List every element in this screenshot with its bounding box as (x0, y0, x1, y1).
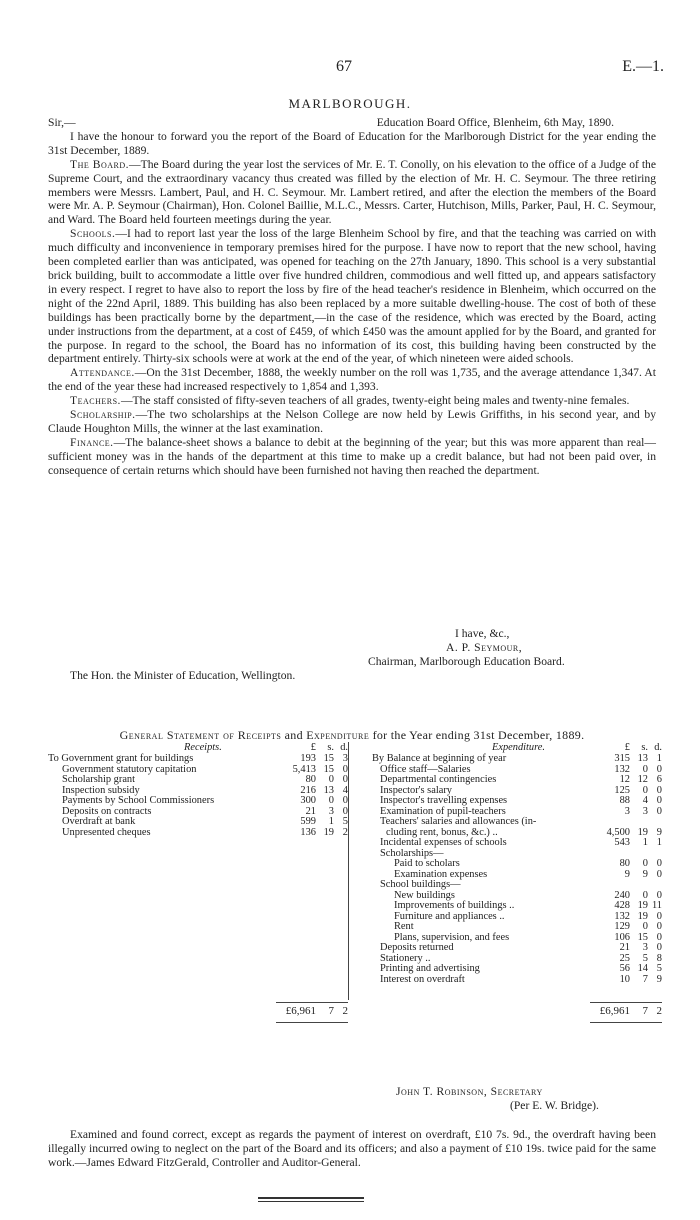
expenditure-amount (592, 796, 662, 807)
receipts-shillings: 15 (323, 753, 334, 764)
expenditure-pence: 0 (656, 910, 662, 922)
expenditure-pence: 11 (651, 900, 662, 911)
addressee: The Hon. the Minister of Education, Wellington. (70, 669, 296, 682)
expenditure-shillings: 14 (637, 963, 648, 974)
expenditure-row (372, 796, 662, 807)
expenditure-row (372, 901, 662, 912)
expenditure-label: Departmental contingencies (380, 774, 497, 785)
expenditure-pence: 1 (656, 837, 662, 848)
expenditure-pounds: 428 (614, 900, 630, 911)
finance-text: —The balance-sheet shows a balance to debit at the beginning of the year; but this was more apparent than real—sufficient money was in the hands of the department at this time to make up a credit balance, but had not been paid over, in consequence of certain returns which should have been furnished not having then reached the department. (48, 435, 656, 477)
receipts-row (48, 775, 348, 786)
expenditure-amount (592, 975, 662, 986)
expenditure-pence: 6 (656, 774, 662, 785)
receipts-label: Inspection subsidy (62, 784, 140, 796)
teachers-paragraph (48, 394, 656, 408)
expenditure-label: Incidental expenses of schools (380, 837, 507, 848)
expenditure-pounds: 543 (614, 837, 630, 848)
document-title: MARLBOROUGH. (288, 96, 412, 111)
receipts-amount (278, 775, 348, 786)
receipts-pence: 4 (342, 784, 348, 796)
expenditure-amount (592, 775, 662, 786)
expenditure-amount (592, 922, 662, 933)
expenditure-heading: Expenditure. (492, 742, 545, 753)
expenditure-row (372, 754, 662, 765)
expenditure-label: Paid to scholars (394, 858, 460, 869)
receipts-row (48, 817, 348, 828)
receipts-total-shillings: 7 (328, 1005, 334, 1017)
expenditure-pence: 0 (656, 795, 662, 806)
expenditure-amount (592, 859, 662, 870)
expenditure-label: Plans, supervision, and fees (394, 931, 510, 943)
expenditure-label: Examination of pupil-teachers (380, 805, 506, 817)
scholarship-heading: Scholarship. (70, 408, 136, 422)
expenditure-total-shillings: 7 (642, 1005, 648, 1017)
signatory-title: Chairman, Marlborough Education Board. (368, 655, 565, 668)
receipts-shillings: 0 (328, 795, 334, 806)
expenditure-label: Stationery .. (380, 952, 431, 964)
receipts-label: Payments by School Commissioners (62, 795, 215, 806)
expenditure-column (372, 742, 662, 985)
expenditure-label: Furniture and appliances .. (394, 910, 505, 922)
expenditure-pounds: 132 (614, 910, 630, 922)
expenditure-amount (592, 807, 662, 818)
secretary-name: John T. Robinson, Secretary (396, 1085, 543, 1098)
statement-title-d: for the Year ending 31st December, 1889. (369, 728, 585, 742)
secretary-per: (Per E. W. Bridge). (510, 1099, 599, 1112)
expenditure-pounds: 132 (614, 763, 630, 775)
expenditure-shillings: 4 (642, 795, 648, 806)
pound-head: £ (624, 742, 630, 753)
letter-address: Education Board Office, Blenheim, 6th May, 1890. (376, 116, 614, 129)
scholarship-paragraph (48, 408, 656, 436)
expenditure-shillings: 1 (642, 837, 648, 848)
expenditure-label: Inspector's travelling expenses (380, 795, 508, 806)
expenditure-pence: 5 (656, 963, 662, 974)
expenditure-amount (592, 964, 662, 975)
receipts-shillings: 13 (323, 784, 334, 796)
expenditure-shillings: 5 (642, 952, 648, 964)
expenditure-currency-head (592, 742, 662, 753)
expenditure-pounds: 315 (614, 753, 630, 764)
end-rule-thin (258, 1201, 364, 1202)
expenditure-pounds: 240 (614, 889, 630, 901)
expenditure-label: By Balance at beginning of year (372, 753, 507, 764)
salutation: Sir,— (48, 116, 76, 129)
expenditure-shillings: 9 (642, 868, 648, 880)
expenditure-label: Improvements of buildings .. (394, 900, 515, 911)
expenditure-pounds: 88 (619, 795, 630, 806)
schools-heading: Schools. (70, 227, 116, 241)
receipts-amount (278, 828, 348, 839)
expenditure-total-pence: 2 (656, 1005, 662, 1017)
pence-head: d. (340, 742, 348, 753)
shilling-head: s. (641, 742, 648, 753)
expenditure-row (372, 859, 662, 870)
receipts-label: Scholarship grant (62, 774, 136, 785)
receipts-pounds: 136 (300, 826, 316, 838)
expenditure-label: Printing and advertising (380, 963, 480, 974)
expenditure-label: cluding rent, bonus, &c.) .. (386, 826, 498, 838)
board-paragraph (48, 158, 656, 228)
expenditure-row (372, 922, 662, 933)
column-divider (348, 742, 349, 1000)
expenditure-total-underline (590, 1022, 662, 1023)
receipts-pence: 5 (342, 816, 348, 827)
receipts-heading: Receipts. (184, 742, 222, 753)
expenditure-pence: 0 (656, 784, 662, 796)
receipts-row (48, 754, 348, 765)
schools-paragraph (48, 227, 656, 366)
expenditure-pence: 0 (656, 858, 662, 869)
expenditure-shillings: 13 (637, 753, 648, 764)
expenditure-pence: 0 (656, 942, 662, 953)
expenditure-amount (592, 943, 662, 954)
scholarship-text: —The two scholarships at the Nelson College are now held by Lewis Griffiths, in his second year, and by Claude Houghton Mills, the winner at the last examination. (48, 408, 656, 435)
finance-heading: Finance. (70, 435, 114, 449)
receipts-amount (278, 754, 348, 765)
expenditure-shillings: 7 (642, 973, 648, 985)
receipts-total-pounds: £6,961 (285, 1005, 316, 1017)
page-number: 67 (336, 58, 352, 75)
receipts-label: Overdraft at bank (62, 816, 136, 827)
expenditure-pounds: 10 (619, 973, 630, 985)
receipts-pounds: 80 (305, 774, 316, 785)
receipts-pounds: 21 (305, 805, 316, 817)
receipts-pounds: 216 (300, 784, 316, 796)
receipts-pounds: 300 (300, 795, 316, 806)
receipts-pence: 0 (342, 795, 348, 806)
receipts-label: Deposits on contracts (62, 805, 152, 817)
expenditure-shillings: 0 (642, 858, 648, 869)
receipts-total-underline (276, 1022, 348, 1023)
expenditure-label: Teachers' salaries and allowances (in- (380, 816, 537, 827)
expenditure-shillings: 3 (642, 805, 648, 817)
expenditure-shillings: 19 (637, 826, 648, 838)
expenditure-amount (592, 838, 662, 849)
expenditure-label: Rent (394, 921, 414, 932)
expenditure-pence: 0 (656, 889, 662, 901)
receipts-label: Government statutory capitation (62, 763, 197, 775)
receipts-shillings: 15 (323, 763, 334, 775)
expenditure-shillings: 19 (637, 910, 648, 922)
expenditure-amount (592, 870, 662, 881)
expenditure-row (372, 880, 662, 891)
expenditure-pounds: 3 (624, 805, 630, 817)
expenditure-pence: 0 (656, 805, 662, 817)
statement-title (48, 728, 656, 743)
receipts-pounds: 193 (300, 753, 316, 764)
expenditure-shillings: 3 (642, 942, 648, 953)
attendance-heading: Attendance. (70, 366, 135, 380)
expenditure-row (372, 838, 662, 849)
receipts-currency-head (278, 742, 348, 753)
audit-text: Examined and found correct, except as regards the payment of interest on overdraft, £10 7s. 9d., the overdraft having been illegally incurred owing to neglect on the part of the Board and its officers; and also a payment of £10 19s. twice paid for the same work.—James Edward FitzGerald, Controller and Auditor-General. (48, 1128, 656, 1169)
receipts-shillings: 3 (328, 805, 334, 817)
expenditure-shillings: 0 (642, 889, 648, 901)
expenditure-pence: 1 (656, 753, 662, 764)
expenditure-total-pounds: £6,961 (599, 1005, 630, 1017)
attendance-text: —On the 31st December, 1888, the weekly number on the roll was 1,735, and the average attendance 1,347. At the end of the year these had increased respectively to 1,854 and 1,393. (48, 366, 656, 394)
expenditure-pence: 0 (656, 921, 662, 932)
receipts-total-pence: 2 (342, 1005, 348, 1017)
receipts-label: Unpresented cheques (62, 826, 151, 838)
board-text: —The Board during the year lost the services of Mr. E. T. Conolly, on his elevation to the office of a Judge of the Supreme Court, and the extraordinary vacancy thus created was filled by the election of Mr. H. C. Seymour. The three retiring members were Messrs. Lambert, Paul, and H. C. Seymour. Mr. Lambert retired, and after the election the members of the Board were Mr. A. P. Seymour (Chairman), Hon. Colonel Baillie, M.L.C., Messrs. Carter, Hutchison, Mills, Parker, Paul, H. C. Seymour, and Ward. The Board held fourteen meetings during the year. (48, 157, 656, 227)
expenditure-pence: 0 (656, 931, 662, 943)
intro-paragraph: I have the honour to forward you the report of the Board of Education for the Marlborough District for the year ending the 31st December, 1889. (48, 129, 656, 157)
statement-title-b: and (281, 728, 307, 742)
schools-text: —I had to report last year the loss of the large Blenheim School by fire, and that the teaching was carried on with much difficulty and inconvenience in temporary premises hired for the purpose. I have now to report that the new school, having been completed earlier than was anticipated, was opened for teaching on the 27th January, 1890. This school is a very substantial brick building, built to accommodate a little over five hundred children, commodious and well fitted up, and appears satisfactory in every respect. I regret to have also to report the loss by fire of the head teacher's residence in Blenheim, which occurred on the night of the 22nd April, 1889. This building has also been replaced by a more suitable dwelling-house. The cost of both of these buildings has been practically borne by the department,—in the case of the residence, which was erected by the Board, acting under instructions from the department, at a cost of £459, of which £450 was the amount applied for by the Board, and granted for the purpose. In regard to the school, the Board has no information of its cost, this building having been constructed by the department entirely. Thirty-six schools were at work at the end of the year, of which nineteen were aided schools. (48, 227, 656, 366)
expenditure-pounds: 56 (619, 963, 630, 974)
teachers-text: —The staff consisted of fifty-seven teachers of all grades, twenty-eight being males and twenty-nine females. (120, 394, 630, 408)
expenditure-row (372, 975, 662, 986)
salutation-line (48, 116, 656, 130)
expenditure-label: School buildings— (380, 879, 461, 890)
expenditure-row (372, 817, 662, 828)
pence-head: d. (654, 742, 662, 753)
expenditure-shillings: 19 (637, 900, 648, 911)
expenditure-rows (372, 754, 662, 985)
expenditure-label: Examination expenses (394, 868, 488, 880)
letter-body (48, 116, 656, 478)
expenditure-label: New buildings (394, 889, 455, 901)
expenditure-amount (592, 754, 662, 765)
expenditure-label: Scholarships— (380, 847, 444, 859)
expenditure-label: Interest on overdraft (380, 973, 465, 985)
attendance-paragraph (48, 366, 656, 394)
receipts-rows (48, 754, 348, 838)
expenditure-pence: 0 (656, 763, 662, 775)
expenditure-pence: 9 (656, 973, 662, 985)
statement-title-a: General Statement of Receipts (119, 728, 282, 742)
audit-note (48, 1128, 656, 1170)
expenditure-pounds: 9 (624, 868, 630, 880)
receipts-row (48, 796, 348, 807)
expenditure-total-rule (590, 1002, 662, 1003)
statement-title-c: Expenditure (306, 728, 370, 742)
expenditure-label: Inspector's salary (380, 784, 452, 796)
receipts-pounds: 599 (300, 816, 316, 827)
signatory: A. P. Seymour, (446, 641, 523, 654)
expenditure-pounds: 4,500 (606, 826, 630, 838)
teachers-heading: Teachers. (70, 394, 121, 408)
expenditure-pounds: 129 (614, 921, 630, 932)
expenditure-row (372, 964, 662, 975)
end-rule (258, 1197, 364, 1199)
receipts-label: To Government grant for buildings (48, 753, 194, 764)
expenditure-label: Deposits returned (380, 942, 454, 953)
receipts-amount (278, 796, 348, 807)
expenditure-shillings: 0 (642, 921, 648, 932)
pound-head: £ (310, 742, 316, 753)
expenditure-shillings: 12 (637, 774, 648, 785)
receipts-row (48, 828, 348, 839)
receipts-total-rule (276, 1002, 348, 1003)
receipts-total (276, 1005, 348, 1017)
receipts-pence: 0 (342, 805, 348, 817)
receipts-shillings: 1 (328, 816, 334, 827)
expenditure-row (372, 943, 662, 954)
expenditure-total (590, 1005, 662, 1017)
receipts-pence: 0 (342, 763, 348, 775)
expenditure-pounds: 21 (619, 942, 630, 953)
expenditure-pounds: 125 (614, 784, 630, 796)
expenditure-pounds: 80 (619, 858, 630, 869)
closing: I have, &c., (455, 627, 510, 640)
receipts-pence: 3 (342, 753, 348, 764)
receipts-shillings: 19 (323, 826, 334, 838)
receipts-pounds: 5,413 (292, 763, 316, 775)
receipts-shillings: 0 (328, 774, 334, 785)
expenditure-pence: 8 (656, 952, 662, 964)
expenditure-pounds: 106 (614, 931, 630, 943)
receipts-amount (278, 817, 348, 828)
board-heading: The Board. (70, 157, 130, 171)
expenditure-shillings: 15 (637, 931, 648, 943)
expenditure-pence: 9 (656, 826, 662, 838)
expenditure-shillings: 0 (642, 784, 648, 796)
finance-paragraph (48, 436, 656, 478)
expenditure-amount (592, 901, 662, 912)
shilling-head: s. (327, 742, 334, 753)
expenditure-pence: 0 (656, 868, 662, 880)
expenditure-label: Office staff—Salaries (380, 763, 471, 775)
expenditure-pounds: 12 (619, 774, 630, 785)
receipts-column (48, 742, 348, 838)
receipts-pence: 2 (342, 826, 348, 838)
page-reference: E.—1. (622, 58, 664, 75)
expenditure-row (372, 775, 662, 786)
expenditure-pounds: 25 (619, 952, 630, 964)
expenditure-shillings: 0 (642, 763, 648, 775)
receipts-pence: 0 (342, 774, 348, 785)
